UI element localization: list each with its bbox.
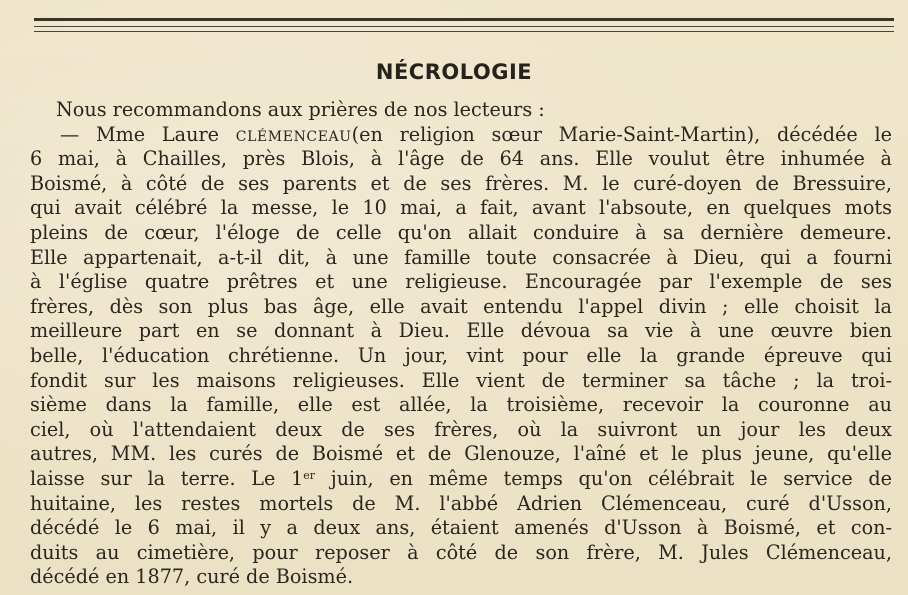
text-line-16: huitaine, les restes mortels de M. l'abbé Adrien Clémenceau, curé d'Usson, (30, 491, 892, 515)
top-thick-rule (34, 18, 894, 21)
text-line-12: sième dans la famille, elle est allée, la troisième, recevoir la couronne au (30, 393, 892, 417)
deceased-name: CLÉMENCEAU (235, 128, 352, 145)
line15-end: juin, en même temps qu'on célébrait le service de (315, 466, 892, 490)
text-line-1 (30, 123, 892, 148)
text-line-4: qui avait célébré la messe, le 10 mai, a fait, avant l'absoute, en quelques mots (30, 196, 892, 220)
ordinal-suffix: er (303, 468, 316, 482)
text-line-18: duits au cimetière, pour reposer à côté de son frère, M. Jules Clémenceau, (30, 540, 892, 564)
line1-end: (en religion sœur Marie-Saint-Martin), décédée le (351, 122, 892, 146)
text-line-3: Boismé, à côté de ses parents et de ses frères. M. le curé-doyen de Bressuire, (30, 171, 892, 195)
article-title: NÉCROLOGIE (375, 60, 533, 84)
text-line-11: fondit sur les maisons religieuses. Elle vient de terminer sa tâche ; la troi- (30, 368, 892, 392)
text-line-2: 6 mai, à Chailles, près Blois, à l'âge de 64 ans. Elle voulut être inhumée à (30, 147, 892, 171)
text-line-15 (30, 467, 892, 492)
top-thin-rule (34, 26, 894, 27)
text-line-9: meilleure part en se donnant à Dieu. Elle dévoua sa vie à une œuvre bien (30, 319, 892, 343)
text-line-6: Elle appartenait, a-t-il dit, à une famille toute consacrée à Dieu, qui a fourni (30, 245, 892, 269)
text-line-7: à l'église quatre prêtres et une religieuse. Encouragée par l'exemple de ses (30, 270, 892, 294)
text-line-17: décédé le 6 mai, il y a deux ans, étaient amenés d'Usson à Boismé, et con- (30, 516, 892, 540)
text-line-8: frères, dès son plus bas âge, elle avait entendu l'appel divin ; elle choisit la (30, 294, 892, 318)
text-line-19: décédé en 1877, curé de Boismé. (30, 565, 354, 589)
line15-start: laisse sur la terre. Le 1 (30, 466, 304, 490)
line1-start: — Mme Laure (60, 122, 236, 146)
intro-line: Nous recommandons aux prières de nos lecteurs : (56, 98, 545, 121)
text-line-14: autres, MM. les curés de Boismé et de Glenouze, l'aîné et le plus jeune, qu'elle (30, 442, 892, 466)
text-line-5: pleins de cœur, l'éloge de celle qu'on allait conduire à sa dernière demeure. (30, 220, 892, 244)
text-line-10: belle, l'éducation chrétienne. Un jour, vint pour elle la grande épreuve qui (30, 343, 892, 367)
top-thin-rule-lower (34, 31, 894, 32)
article-body (30, 98, 892, 590)
text-line-13: ciel, où l'attendaient deux de ses frères, où la suivront un jour les deux (30, 417, 892, 441)
